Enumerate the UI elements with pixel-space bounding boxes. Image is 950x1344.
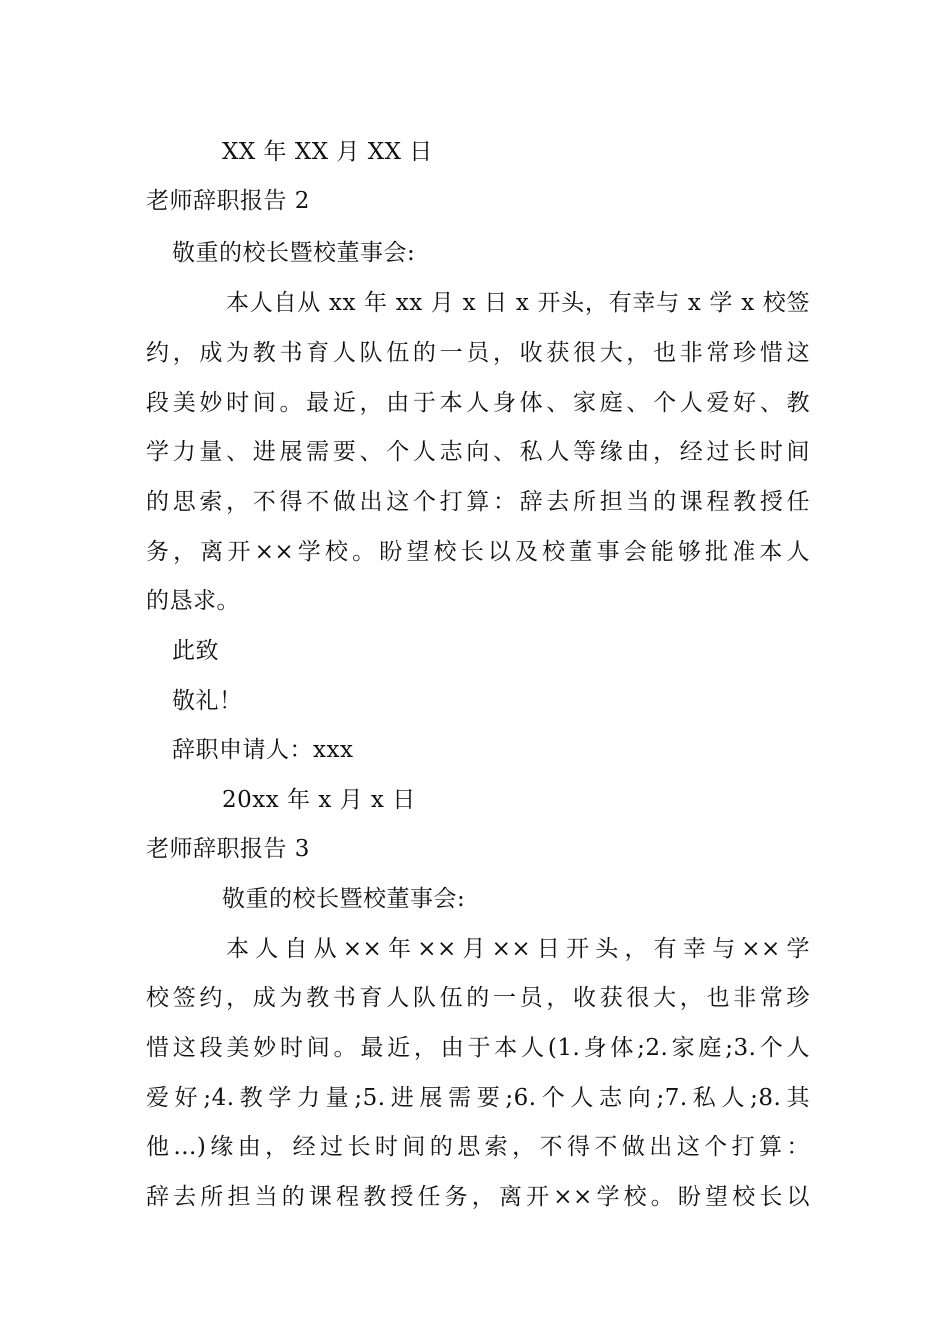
text-line: 惜这段美妙时间。最近，由于本人(1.身体;2.家庭;3.个人 — [146, 1035, 810, 1061]
text-line: 敬重的校长暨校董事会: — [172, 240, 416, 266]
text-line: 此致 — [172, 638, 219, 664]
text-line: 的恳求。 — [146, 588, 240, 614]
text-line: 老师辞职报告 2 — [146, 188, 310, 214]
text-line: 20xx 年 x 月 x 日 — [222, 787, 416, 813]
text-line: 辞去所担当的课程教授任务，离开××学校。盼望校长以 — [146, 1184, 810, 1210]
text-line: 爱好;4.教学力量;5.进展需要;6.个人志向;7.私人;8.其 — [146, 1085, 810, 1111]
text-line: 本人自从 xx 年 xx 月 x 日 x 开头，有幸与 x 学 x 校签 — [226, 290, 810, 316]
text-line: 学力量、进展需要、个人志向、私人等缘由，经过长时间 — [146, 439, 810, 465]
text-line: 务，离开××学校。盼望校长以及校董事会能够批准本人 — [146, 539, 810, 565]
text-line: 敬礼！ — [172, 688, 243, 714]
text-line: 他...)缘由，经过长时间的思索，不得不做出这个打算： — [146, 1134, 810, 1160]
text-line: 本人自从××年××月××日开头，有幸与××学 — [226, 936, 810, 962]
text-line: 的思索，不得不做出这个打算：辞去所担当的课程教授任 — [146, 489, 810, 515]
text-line: 老师辞职报告 3 — [146, 836, 310, 862]
text-line: 段美妙时间。最近，由于本人身体、家庭、个人爱好、教 — [146, 390, 810, 416]
text-line: 辞职申请人：xxx — [172, 737, 354, 763]
text-line: 敬重的校长暨校董事会: — [222, 886, 466, 912]
text-line: 约，成为教书育人队伍的一员，收获很大，也非常珍惜这 — [146, 340, 810, 366]
text-line: XX 年 XX 月 XX 日 — [222, 139, 433, 165]
text-line: 校签约，成为教书育人队伍的一员，收获很大，也非常珍 — [146, 985, 810, 1011]
